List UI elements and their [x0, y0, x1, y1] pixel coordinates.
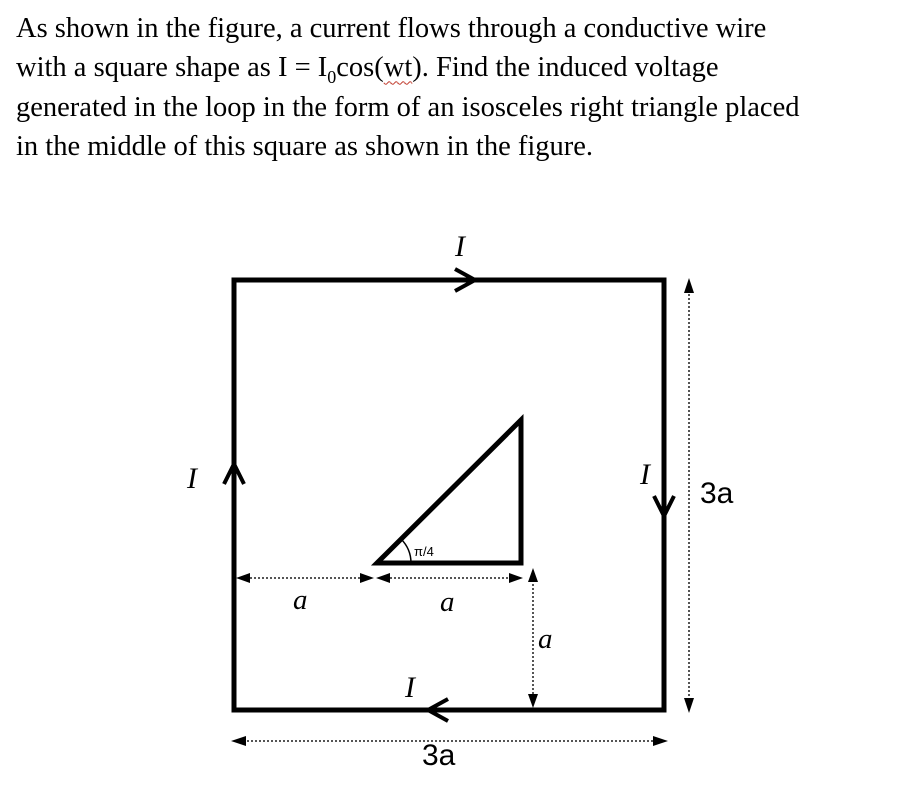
gap-dimension-arrow-bottom: [528, 694, 538, 708]
current-amplitude-subscript: 0: [327, 66, 337, 87]
problem-line-3: generated in the loop in the form of an isosceles right triangle placed: [16, 92, 800, 123]
omega-t-term: wt: [383, 51, 413, 83]
current-label-left: I: [187, 462, 197, 495]
width-dimension-arrow-right: [653, 736, 668, 746]
triangle-loop: [377, 420, 521, 563]
problem-line-2-start: with a square shape as I = I: [16, 51, 328, 83]
height-dimension-label: 3a: [700, 477, 734, 510]
offset-dimension-arrow-right: [360, 573, 374, 583]
angle-arc: [401, 539, 411, 563]
problem-line-2-end: ). Find the induced voltage: [412, 51, 719, 83]
height-dimension-arrow-top: [684, 278, 694, 293]
problem-line-2-cos: cos(: [336, 51, 384, 83]
offset-dimension-label: a: [293, 584, 308, 616]
base-dimension-arrow-right: [509, 573, 523, 583]
width-dimension-arrow-left: [231, 736, 246, 746]
problem-line-1: As shown in the figure, a current flows through a conductive wire: [16, 13, 767, 44]
offset-dimension-arrow-left: [236, 573, 250, 583]
problem-line-4: in the middle of this square as shown in the figure.: [16, 130, 594, 162]
width-dimension-label: 3a: [422, 739, 456, 772]
current-label-right: I: [640, 458, 650, 491]
angle-label: π/4: [414, 544, 434, 559]
gap-dimension-arrow-top: [528, 568, 538, 582]
base-dimension-arrow-left: [376, 573, 390, 583]
gap-dimension-label: a: [538, 623, 553, 655]
height-dimension-arrow-bottom: [684, 698, 694, 713]
current-label-bottom: I: [405, 671, 415, 704]
base-dimension-label: a: [440, 586, 455, 618]
current-label-top: I: [455, 230, 465, 263]
